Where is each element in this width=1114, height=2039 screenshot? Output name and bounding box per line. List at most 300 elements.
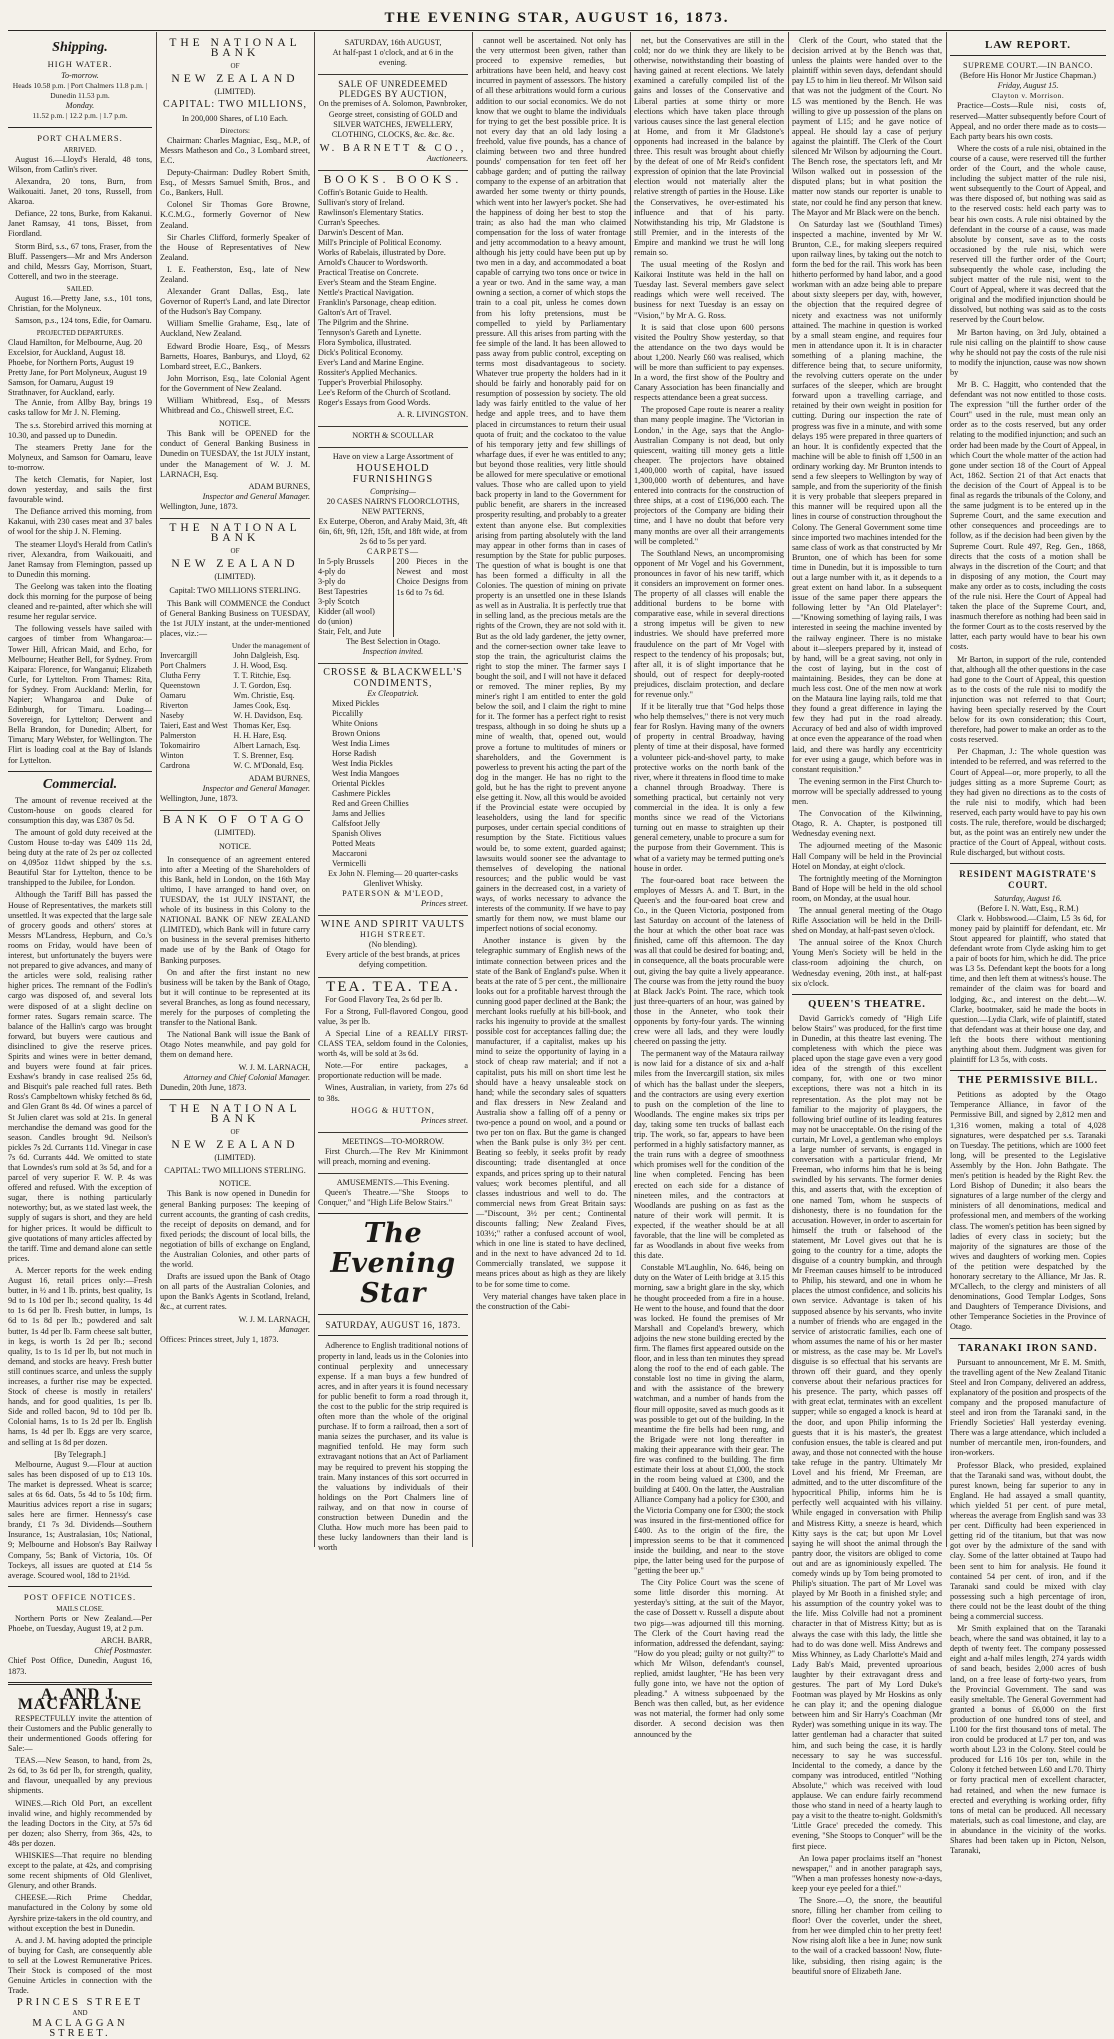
advert-title: A. AND J. MACFARLANE xyxy=(17,1685,143,1713)
branch-row xyxy=(160,711,310,721)
notice-paragraph: This Bank is now opened in Dunedin for general Banking purposes: The keeping of current accounts, the granting of cash credits, the receipt of deposits on demand, and for fixed periods; the discount of local bills, the negotiation of bills of exchange on England, the Australian Colonies, and other parts of the world. xyxy=(160,1189,310,1270)
court-heading: RESIDENT MAGISTRATE'S COURT. xyxy=(959,869,1097,890)
commercial-news xyxy=(8,796,152,1448)
book-title: Works of Rabelais, illustrated by Dore. xyxy=(318,248,446,258)
advertiser-address: Princes street. xyxy=(421,1115,468,1125)
branch-manager: W. C. M'Donald, Esq. xyxy=(233,761,304,771)
commercial-paragraph: The amount of revenue received at the Custom-house on goods cleared for consumption this day, was £387 0s 5d. xyxy=(8,795,152,825)
books-list xyxy=(318,188,468,408)
subheading: ARRIVED. xyxy=(63,145,97,154)
subheading: MAILS CLOSE. xyxy=(56,1604,104,1613)
carpet-list xyxy=(318,557,390,637)
law-heading: LAW REPORT. xyxy=(985,39,1071,51)
column-shipping xyxy=(8,36,152,2039)
advert-title: WINE AND SPIRIT VAULTS xyxy=(320,919,466,931)
advertiser-name: PATERSON & M'LEOD, xyxy=(342,888,444,898)
shipping-news-item: The Defiance arrived this morning, from Kakanui, with 230 cases meat and 37 bales of wool for the ship J. N. Fleming. xyxy=(8,507,152,537)
tea-item: A Special Line of a REALLY FIRST-CLASS TEA, seldom found in the Colonies, worth 4s, will be sold at 3s 6d. xyxy=(318,1028,468,1059)
branch-place: Queenstown xyxy=(160,681,200,691)
advert-subheading: CARPETS— xyxy=(366,547,420,557)
branch-row xyxy=(160,731,310,741)
condiment-item: Horse Radish xyxy=(332,748,377,758)
news-paragraph: The usual meeting of the Roslyn and Kaikorai Institute was held in the hall on Tuesday last. Several members gave select readings which were well received. The business for next Tuesday is an essay on "Vision," by Mr A. G. Ross. xyxy=(634,260,784,320)
court-judge: (Before I. N. Watt, Esq., R.M.) xyxy=(977,903,1079,913)
notice-paragraph: The National Bank will issue the Bank of Otago Notes meanwhile, and pay gold for them on demand here. xyxy=(160,1030,310,1060)
bank-shares: In 200,000 Shares, of L10 Each. xyxy=(182,113,288,123)
book-title: Ever's Land and Marine Engine. xyxy=(318,358,424,368)
branch-place: Riverton xyxy=(160,701,188,711)
column-rule xyxy=(630,32,631,1547)
bank-capital: Capital: TWO MILLIONS STERLING. xyxy=(169,585,301,595)
condiment-item: West India Limes xyxy=(332,738,390,748)
branch-row xyxy=(160,651,310,661)
condiment-item: Vermicelli xyxy=(332,858,367,868)
branch-place: Taieri, East and West xyxy=(160,721,228,731)
tide-times: 11.52 p.m. | 12.2 p.m. | 1.7 p.m. xyxy=(32,111,128,121)
advert-title: CROSSE & BLACKWELL'S CONDIMENTS, xyxy=(323,667,463,689)
branch-place: Port Chalmers xyxy=(160,661,206,671)
directors-list xyxy=(160,136,310,416)
advert-item: Inspection invited. xyxy=(362,647,424,657)
signature-name: W. J. M. LARNACH, xyxy=(238,1314,310,1324)
departure-entry: Pretty Jane, for Port Molyneux, August 19 xyxy=(8,368,147,378)
iron-sand-paragraph: Professor Black, who presided, explained that the Taranaki sand was, without doubt, the purest known, being far superior to any in England. He had assayed a small quantity, which yielded 51 per cent. of pure metal, whereas the average from English sand was 33 per cent. Difficulty had been experienced in getting rid of the titanium, but that was now got over by the admixture of the sand with clay. Some of the latter obtained at Taupo had been sent to him for analysis. He found it contained 54 per cent. of iron, and if the Taranaki sand could be mixed with clay possessing such a high percentage of iron, there could not be the least doubt of the thing being a commercial success. xyxy=(950,1460,1106,1621)
book-title: Rawlinson's Elementary Statics. xyxy=(318,208,424,218)
signature-title: Inspector and General Manager. xyxy=(202,784,310,794)
advert-title: SALE OF UNREDEEMED PLEDGES BY AUCTION, xyxy=(338,79,448,100)
book-title: Coffin's Botanic Guide to Health. xyxy=(318,188,428,198)
sale-time: At half-past 1 o'clock, and at 6 in the evening. xyxy=(332,48,454,68)
editorial-paragraph: Another instance is given by the telegraphic summary of English news of the intimate connection between prices and the state of the Bank of England's pulse. When it beats at the rate of 5 per cent., the millionaire looks out for a profitable harvest through the cunning good paper declined at the Bank; the merchant looks ruefully at his bill-book, and racks his ingenuity to provide at the smallest possible cost for acceptances falling due; the manufacturer, if a capitalist, makes up his mind to seize the opportunity of laying in a stock of cheap raw material; and if not a capitalist, puts his mill on short time lest he should have a heavy unsaleable stock on hand; while the secondary sales of squatters and flax dressers in New Zealand and Australia show a falling off of a penny or two-pence a pound on wool, and a pound or two per ton on flax. But the game is changed when the Bank pulse is only 3½ per cent. Beating so feebly, it seeks profit by ready discounting; trade disentangled at once expands, and prices spring up to their natural values; work becomes plentiful, and all classes industrious and well to do. The commercial news from Great Britain says:—"Discount, 3½ per cent.; Continental discounts falling; New Zealand Fives, 103½;" rather a confused account of wool, which in one line is stated to have declined, and in the next to have advanced 2d to 1d. Commercially translated, we suppose it means prices about as high as they are likely to be for some time to come. xyxy=(476,936,626,1289)
divider xyxy=(318,1173,468,1174)
book-title: Nettle's Practical Navigation. xyxy=(318,288,414,298)
law-paragraph: Practice—Costs—Rule nisi, costs of, reserved—Matter subsequently before Court of Appeal, and no order there made as to costs—Each party bears his own costs. xyxy=(950,101,1106,141)
divider xyxy=(950,55,1106,56)
notice-body xyxy=(160,1189,310,1312)
telegraph-heading: [By Telegraph.] xyxy=(54,1449,106,1459)
divider xyxy=(318,1314,468,1315)
permissive-report xyxy=(950,1090,1106,1332)
post-office-heading: POST OFFICE NOTICES. xyxy=(23,1591,137,1602)
condiment-item: Jams and Jellies xyxy=(332,808,385,818)
divider xyxy=(792,994,942,995)
column-rule xyxy=(472,32,473,1547)
advert-title: THE NATIONAL BANK xyxy=(169,522,301,545)
branch-row xyxy=(160,761,310,771)
arrival-entry: Alexandra, 20 tons, Burn, from Waikouaiti. Janet, 20 tons, Russell, from Akaroa. xyxy=(8,176,152,207)
column-rule xyxy=(156,32,157,1547)
advert-title-part: OF xyxy=(230,547,240,556)
column-adverts xyxy=(318,36,468,1553)
shipping-news-item: The following vessels have sailed with cargoes of timber from Whangaroa:—Tower Hill, African Maid, and Echo, for Melbourne; Heather Bell, for Sydney. From Kaipara: Florence, for Wanganui; Elizabeth Curle, for Lyttelton. From Thames: Rita, for Sydney. From Auckland: Merlin, for Napier; Whangaroa and Duke of Edinburgh, for Timaru. Loading—Sovereign, for Lyttelton; Derwent and Bella Brandon, for Dunedin; Albert, for Timaru; Mary Webster, for Wellington. The Flirt is loading coal at the Bay of Islands for Lyttelton. xyxy=(8,624,152,765)
commercial-paragraph: A. Mercer reports for the week ending August 16, retail prices only:—Fresh butter, in ½ and 1 lb. prints, best quality, 1s 9d to 1s 10d per lb.; second quality, 1s 4d to 1s 6d per lb. Fresh butter, in lumps, 1s 6d to 1s 8d per lb.; powdered and salt butter, 1s 4d per lb. Farm cheese salt butter, in kegs, is worth 1s 2d per lb.; second quality, 1s to 1s 1d per lb, but not much in demand, and stocks are heavy. Fresh butter still continues scarce, and unless the supply increases, a further rise may be expected. Stock of cheese is mostly in retailers' hands, and for good qualities, 1s per lb. Side and rolled bacon, 9d to 10d per lb. Colonial hams, 1s to 1s 2d per lb. English hams, 1s 4d per lb. Eggs are very scarce, and selling at 1s 8d per dozen. xyxy=(8,1265,152,1447)
newspaper-nameplate: The Evening Star xyxy=(330,1218,456,1310)
shipping-news-item: The Annie, from Allby Bay, brings 19 casks tallow for Mr J. N. Fleming. xyxy=(8,398,152,418)
law-report xyxy=(950,101,1106,858)
tide-times: Heads 10.58 p.m. | Port Chalmers 11.8 p.m. | Dunedin 11.53 p.m. xyxy=(12,81,148,101)
divider xyxy=(8,1682,152,1685)
divider xyxy=(160,1099,310,1100)
branch-row xyxy=(160,701,310,711)
branch-place: Oamaru xyxy=(160,691,186,701)
branch-manager: W. H. Davidson, Esq. xyxy=(233,711,303,721)
director-entry: I. E. Featherston, Esq., late of New Zealand. xyxy=(160,264,310,284)
advert-item: (No blending). xyxy=(368,940,418,950)
advert-intro: Comprising— xyxy=(370,486,416,496)
law-paragraph: Mr Barton, in support of the rule, contended that, although all the other questions in the case had gone to the Court of Appeal, this question as to the costs of the rule nisi to modify the injunction was not referred to that Court; having been specially reserved by the Court below for its own consideration; this Court, therefore, had power to make an order as to the costs reserved. xyxy=(950,654,1106,745)
auctioneer-name: W. BARNETT & CO., xyxy=(319,142,467,154)
book-title: Practical Treatise on Concrete. xyxy=(318,268,419,278)
carpet-item: 3-ply do xyxy=(318,577,346,587)
news-paragraph: The proposed Cape route is nearer a reality than many people imagine. The 'Victorian in London,' in the Age, says that the Anglo-Australian Company is not dead, but only quiescent, waiting till money gets a little cheaper. The projectors have obtained 1,400,000 worth of capital, have issued 1,300,000 worth of debentures, and have entered into contracts for the construction of three ships, at a cost of £196,000 each. The projectors of the Company are biding their time, and I have no doubt that before very many months are over all their arrangements will be completed." xyxy=(634,405,784,546)
condiment-item: Oriental Pickles xyxy=(332,778,385,788)
column-rule xyxy=(946,32,947,1547)
advert-subtitle: (LIMITED). xyxy=(214,828,256,838)
divider xyxy=(950,863,1106,864)
news-paragraph: The City Police Court was the scene of some little disorder this morning. At yesterday's sitting, at the suit of the Mayor, the case of Dossett v. Russell a dispute about two pigs—was adjourned till this morning. The Clerk of the Court having read the information, addressed the defendant, saying: "How do you plead; guilty or not guilty?" to which Mr Wilson, defendant's counsel, replied, amidst laughter, "He has been very fully gone into, we have not the option of pleading." A witness subpoenaed by the Bench was then called, but, as her evidence was not material, the former had only some disorder. A second decision was then announced by the xyxy=(634,1578,784,1739)
shipping-news-item: The steamer Lloyd's Herald from Catlin's river, Alexandra, from Waikouaiti, and Janet Ramsay from Flemington, passed up to Dunedin this morning. xyxy=(8,539,152,579)
arrival-entry: August 16.—Lloyd's Herald, 48 tons, Wilson, from Catlin's river. xyxy=(8,154,152,174)
amusements-heading: AMUSEMENTS.—This Evening. xyxy=(336,1178,450,1188)
court-judge: (Before His Honor Mr Justice Chapman.) xyxy=(960,71,1096,81)
news-paragraph: The adjourned meeting of the Masonic Hall Company will be held in the Provincial Hotel on Monday, at eight o'clock. xyxy=(792,841,942,871)
branch-manager: T. S. Brenner, Esq. xyxy=(233,751,294,761)
divider xyxy=(8,127,152,128)
branch-place: Naseby xyxy=(160,711,184,721)
editorial-paragraph: cannot well be ascertained. Not only has the very uttermost been given, rather than proceed to expensive remedies, but arbitrations have been held, and heavy cost incurred in payment of assessors. The history of all these arbitrations would form a curious addition to our social economics. We do not know that we ought to blame the individuals for trying to get the best possible price. It is not every day that an old lady losing a freehold, value five pounds, has a chance of claiming between two and three hundred pounds' compensation for ten feet off her cabbage garden; and of putting the railway company to the expense of an arbitration that awarded her some twenty or thirty pounds, which went into her lawyer's pocket. She had the happiness of doing her best to stop the train; as also had the man who claimed compensation for the loss of water frontage and jetty accommodation to a heavy amount, although his jetty could have been put up by two men in a day, and accommodated a boat capable of carrying two tons once or twice in a year or two. And in the same way, a man owning a section, a corner of which stops the train to a coal pit, unless he comes down from his lofty pretensions, must be compelled to yield by Parliamentary pressure. All this arises from parting with the fee simple of the land. It has been allowed to pass away from public control, excepting on terms most disadvantageous to society. Whatever true property the holders had in it should be fairly and honorably paid for on resumption of possession by society. The old lady was fairly entitled to the value of her hedge and apple trees, and to have them placed in circumstances to return their usual quota of fruit; and the cockatoo to the value of his temporary jetty and few shillings of wharfage dues, if ever he was entitled to any; but beyond those realities, very little should be allowed for mere speculative or emotional values. Those who are called upon to yield back property in land to the Government for public benefit, are sharers in the increased prosperity resulting, and probably to a greater extent than anyone else. But complexities arising from parting absolutely with the land may appear in other forms than in cases of resumption by the State for public purposes. The question of what is bought is one that has been formed a difficulty in all the Colonies. The question of mining on private property is an unsettled one in these Islands as well as in Australia. It is perfectly true that in selling land, as the precious metals are the rights of the Crown, they are not sold with it. But as the old lady gardener, the jetty owner, and the corner-section owner take leave to stop the train, the agriculturist claims the right to stop the miner. The farmer says I bought the soil, and I will not have it defaced or removed. The miner replies, By my miner's right I am entitled to enter the gold below the soil, and I claim the right to mine for it. The former has a perfect right to resist trespass, although in so doing he shuts up a mine of wealth, that, opened out, would prove a fortune to multitudes of miners or shareholders, and the Government is powerless to prevent his acting the part of the dog in the manger. He has no right to the gold, but he has the right to prevent anyone else getting it. Now, all this would be avoided if the Provincial estate were occupied by leaseholders, using the land for specific purposes, under certain special conditions of resumption by the State. Fictitious values would be, to some extent, guarded against; lawsuits would sooner see the advantage to themselves of developing the national resources; and the public would be vast gainers in the decreased cost, in a variety of ways, of works necessary to advance the interests of the community. If we have to pay smartly for them now, we must blame our imperfect notions of social economy. xyxy=(476,36,627,934)
divider xyxy=(318,663,468,664)
divider xyxy=(318,915,468,916)
news-paragraph: Clerk of the Court, who stated that the decision arrived at by the Bench was that, unless the plaints were handed over to the plaintiff within seven days, defendant should pay L5 to him in lieu thereof. Mr Wilson said that was not the judgment of the Court. No L5 was mentioned by the Bench. He was willing to give up possession of the plans on payment of L15; and he gave notice of appeal. He should lay a case of perjury against the plaintiff. The Clerk of the Court silenced Mr Wilson by adjourning the Court. The Bench rose, the spectators left, and Mr Wilson walked out in possession of the disputed plans; but in what position the matter now stands our reporter is unable to state, nor could he find any person that knew. The Mayor and Mr Black were on the bench. xyxy=(792,36,942,217)
law-paragraph: Mr B. C. Haggitt, who contended that the defendant was not now entitled to those costs. The expression "till the further order of the Court" used in the rule, must mean only an order as to the costs reserved, but any order relating to the modified injunction; and such an order had been made by the Court of Appeal, in which Court the whole matter of the action had gone under section 18 of the Court of Appeal Act, 1862. Section 21 of that Act enacts that the decision of the Court of Appeal is to be final as regards the tribunals of the Colony, and the same judgment is to be entered up in the Supreme Court, and the same execution and other consequences and proceedings are to follow, as if the decision had been given by the Supreme Court. Rule 497, Reg. Gen., 1868, directs that the costs of a motion shall be always in the discretion of the Court; and that in disposing of any motion, the Court may make any order as to costs, including the costs of the rule nisi. Here the Court of Appeal had taken the place of the Supreme Court, and, inasmuch therefore as nothing had been said in the former Court as to the costs reserved by the latter, each party would have to bear his own costs. xyxy=(950,380,1106,652)
column-news-theatre xyxy=(792,36,942,1976)
branch-row xyxy=(160,741,310,751)
advert-item: Ex John N. Fleming— 20 quarter-casks Glenlivet Whisky. xyxy=(328,868,458,888)
news-paragraph: net, but the Conservatives are still in the cold; nor do we think they are likely to be otherwise, notwithstanding their boasting of having gained at recent elections. We lately examined a carefully compiled list of the gains and losses of the Conservative and Liberal parties at some thirty or more elections which have taken place through various causes since the last general election at Home, and from it Mr Gladstone's opponents had increased in the balance by three. This result was brought about chiefly by the defeat of one of Mr Reid's confident expression of opinion that the late Provincial election would not materially alter the relative strength of parties in the House. Like the Conservatives, he over-estimated his influence and that of his party. Notwithstanding his trip, Mr Gladstone is still Premier, and in the interests of the Empire and mankind we trust he will long remain so. xyxy=(634,36,784,257)
notice-paragraph: In consequence of an agreement entered into after a Meeting of the Shareholders of this Bank, held in London, on the 16th May ultimo, I have arranged to hand over, on TUESDAY, the 1st JULY INSTANT, the whole of its business in this Colony to the NATIONAL BANK OF NEW ZEALAND (LIMITED), which Bank will in future carry on business in the several premises hitherto made use of by the Bank of Otago for Banking purposes. xyxy=(160,854,310,965)
column-banks xyxy=(160,36,310,1548)
condiment-item: Spanish Olives xyxy=(332,828,382,838)
book-title: Dick's Political Economy. xyxy=(318,348,403,358)
carpet-item: In 5-ply Brussels xyxy=(318,557,374,567)
law-paragraph: Where the costs of a rule nisi, obtained in the course of a cause, were reserved till the further order of the Court, and the whole cause, including the subject matter of the rule nisi, went subsequently to the Court of Appeal, and was there disposed of, but nothing was said as to the reserved costs: held each party was to bear his own costs. A rule nisi obtained by the defendant in the course of a cause, was made absolute by consent, save as to the costs occasioned by the rule nisi, which were reserved till the further order of the Court; subsequently the whole case, including the subject matter of the rule nisi, went to the Court of Appeal, where it was decreed that the original and the modified injunction should be dissolved, but nothing was said as to the costs reserved by the Court below. xyxy=(950,143,1106,325)
shipping-news-item: The s.s. Storebird arrived this morning at 10.30, and passed up to Dunedin. xyxy=(8,420,152,440)
advert-paragraph: CHEESE.—Rich Prime Cheddar, manufactured in the Colony by some old Ayrshire prize-takers in the old country, and without exception the best in Dunedin. xyxy=(8,1893,152,1933)
signature-place: Wellington, June, 1873. xyxy=(160,501,238,511)
departure-entry: Claud Hamilton, for Melbourne, Aug. 20 xyxy=(8,338,143,348)
departure-entry: Samson, for Oamaru, August 19 xyxy=(8,378,114,388)
branch-manager: Wm. Christie, Esq. xyxy=(233,691,295,701)
news-paragraph: The annual soiree of the Knox Church Young Men's Society will be held in the class-room adjoining the church, on Wednesday evening, 20th inst., at half-past six o'clock. xyxy=(792,938,942,988)
signature-name: W. J. M. LARNACH, xyxy=(238,1062,310,1072)
court-date: Friday, August 15. xyxy=(997,81,1059,91)
branch-row xyxy=(160,691,310,701)
column-rule xyxy=(788,32,789,1547)
carpet-block xyxy=(318,557,468,637)
notice-paragraph: Drafts are issued upon the Bank of Otago on all parts of the Australian Colonies, and upon the Bank's Agents in Scotland, Ireland, &c., at current rates. xyxy=(160,1272,310,1312)
book-title: Roger's Essays from Good Words. xyxy=(318,398,431,408)
branch-manager: James Cook, Esq. xyxy=(233,701,291,711)
condiment-item: Red and Green Chillies xyxy=(332,798,409,808)
condiment-item: White Onions xyxy=(332,718,378,728)
advert-item: Ex Euterpe, Oberon, and Araby Maid, 3ft, 4ft 6in, 6ft, 9ft, 12ft, 15ft, and 18ft wide, at from 2s 6d to 5s per yard. xyxy=(318,516,468,547)
advert-body: On the premises of A. Solomon, Pawnbroker, George street, consisting of GOLD and SILVER WATCHES, JEWELLERY, CLOTHING, CLOCKS, &c. &c. &c. xyxy=(318,99,468,139)
news-paragraph: On Saturday last we (Southland Times) inspected a machine, invented by Mr W. Brunton, C.E., for making sleepers required upon railway lines, by taking out the notch to form the bed for the rail. This work has been hitherto performed by hand labor, and a good workman with an adze being able to prepare about sixty sleepers per day, with, however, the objection that the required degree of nicety and exactness was not uniformly attained. The machine in question is worked by a small steam engine, and requires four men in attendance upon it. It is in character something of a planing machine, the difference being that, to secure uniformity, the revolving cutters operate on the under surfaces of the sleeper, which are brought forward upon a travelling carriage, and retained by their own weight in position for cutting. During our inspection the rate of progress was five in a minute, and with some delays 195 were prepared in three quarters of an hour. It is confidently expected that the machine will be able to finish off 1,500 in an ordinary working day. Mr Brunton intends to send a few sleepers to Wellington by way of sample, and from the superiority of the finish it is very probable that sleepers prepared in this manner will be required upon all the lines in course of construction throughout the Colony. The General Government some time since imported two machines intended for the same class of work as that constructed by Mr Brunton, one of which has been for some time in Dunedin, but it is impossible to turn out a large number with it, as it depends to a great extent on hand labor. In a subsequent issue of the same paper there appears the following letter by "An Old Platelayer":—"Knowing something of laying rails, I was interested in seeing the machine invented by the railway engineer. There is no mistake about it—sleepers prepared by it, instead of by hand, will be a great saving, not only in the cost of laying, but in the cost of maintaining. Besides, they can be done at much less cost. One of the men now at work on the Mataura line laying rails, told me that they found a great difference in laying the few they had put in the road already. Accuracy of bed and also of width improved at once even the appearance of the road when laid, and there was hardly any eccentricity for ever using a gauge, which before was in constant requisition." xyxy=(792,219,942,774)
court-date: Saturday, August 16. xyxy=(994,893,1062,903)
tide-day: To-morrow. xyxy=(61,71,99,81)
advert-title: HOUSEHOLD FURNISHINGS xyxy=(352,463,434,485)
advert-paragraph: RESPECTFULLY invite the attention of their Customers and the Public generally to their undermentioned Goods offering for Sale:— xyxy=(8,1713,152,1754)
branch-row xyxy=(160,751,310,761)
signature-name: ADAM BURNES, xyxy=(248,774,310,784)
signature-title: Manager. xyxy=(278,1324,310,1334)
news-paragraph: The fortnightly meeting of the Mornington Band of Hope will be held in the old school room, on Monday, at the usual hour. xyxy=(792,873,942,903)
advert-item: 20 CASES NAIRN'S FLOORCLOTHS, NEW PATTERNS, xyxy=(326,496,460,516)
advert-address: AND xyxy=(72,2009,88,2018)
departures-list xyxy=(8,338,152,398)
condiment-item: Maccaroni xyxy=(332,848,368,858)
notice-paragraph: On and after the first instant no new business will be taken by the Bank of Otago, but it will continue to be represented at its several Branches, as long as found necessary, merely for the purposes of completing the transfer to the National Bank. xyxy=(160,967,310,1028)
book-title: Tupper's Proverbial Philosophy. xyxy=(318,378,423,388)
book-title: Lee's Reform of the Church of Scotland. xyxy=(318,388,451,398)
news-paragraph: It is said that close upon 600 persons visited the Poultry Show yesterday, so that the attendance on the two days would be about 1,200. Nearly £60 was realised, which will be more than sufficient to pay expenses. In a word, the first show of the Poultry and Canary Association has been financially and respects attendance been a great success. xyxy=(634,322,784,403)
theatre-paragraph: David Garrick's comedy of "High Life below Stairs" was produced, for the first time in Dunedin, at this theatre last evening. The completeness with which the piece was placed upon the stage gave even a very good idea of the strength of this excellent company, for, with one or two minor exceptions, there was not a hitch in its representation. As the plot may not be familiar to the majority of playgoers, the following brief outline of its leading features may not be unacceptable. On the rising of the curtain, Mr Lovel, a gentleman who employs a large number of servants, is engaged in conversation with a particular friend, Mr Freeman, who informs him that he is being swindled by his servants. The former denies this, and asserts that, with the exception of one named Tom, whom he suspects of dishonesty, there is no foundation for the accusation. However, in order to ascertain for himself the truth or falsehood of the statement, Mr Lovel gives out that he is going to the country for a time, adopts the disguise of a country bumpkin, and through Mr Freeman causes himself to be introduced to Philip, his steward, and one in whom he places the utmost confidence, and solicits his own service. Advantage is taken of his supposed absence by his servants, who invite a number of friends who are engaged in the service of aristocratic families, each one of whom assumes the name of his or her master or mistress, as the case may be. Mr Lovel's disguise is so effectual that his servants are thrown off their guard, and they openly converse about their nefarious practices for his presence. The party, which passes off with great eclat, terminates with an excellent supper; while so engaged a knock is heard at the door, and upon Philip informing the guests that it is his master's, the greatest confusion ensues, the table is cleared and put away, and those not connected with the house take refuge in the pantry. Ultimately Mr Lovel and his friend, Mr Freeman, are admitted, and to the utter discomfiture of the hypocritical Philip, informs him he is perfectly well acquainted with his villainy. While engaged in conversation with Philip and Mistress Kitty, a sneeze is heard, which Kitty says is the cat; but upon Mr Lovel saying he will shoot the animal through the pantry door, the visitors are obliged to come out and are as ignominiously expelled. The comedy winds up by Tom being promoted to Philip's situation. The part of Mr Lovel was played by Mr Booth in a finished style; and his assumption of the country yokel was to the life. Miss Colville had not a prominent character in that of Mistress Kitty; but as is always the case with this lady, the little she had to do was done well. Miss Andrews and Miss Whinney, as Lady Charlotte's Maid and Lady Bab's Maid, prevented uproarious laughter by their extravagant dress and gestures. The part of My Lord Duke's Footman was played by Mr Hoskins as only he can play it; and the opening dialogue between him and Sir Harry's Coachman (Mr Ryder) was something unique in its way. The latter gentleman had a character that suited him, and such being the case, it is hardly necessary to say he was successful. Incidental to the comedy, a dance by the company was introduced, entitled "Nothing Absolute," which was received with loud applause. We can endure fairly recommend those who stand in need of a hearty laugh to pay a visit to the theatre to-night. Goldsmith's 'Little Grace' preceded the comedy. This evening, "She Stoops to Conquer" will be the first piece. xyxy=(792,1013,942,1851)
divider xyxy=(160,518,310,519)
commercial-paragraph: Although the Tariff Bill has passed the House of Representatives, the markets still unsettled. It was expected that the large sale of grocery goods and others' stores at Messrs M'Landress, Hepburn, and Co.'s rooms on Friday, would have been of interest, but unfortunately the buyers were not prepared to give advances, and many of the articles were sold, realising rather higher prices. The remnant of the Fodlin's cargo was disposed of, and several lots were disposed of at a slight decline on former rates. Sugars remain scarce. The balance of the Hallin's cargo was brought forward, but buyers were cautious and disinclined to give the reserve prices. Spirits and wines were in better demand, and buyers were found at fair prices. Exshaw's brandy in case realised 25s 6d, and Bisquit's pale reached full rates. Beth Ross's Campbeltown whisky fetched 8s 6d, and Glen Grant 8s 4d. Of wines a parcel of St Julien claret was sold at 21s. In general merchandise the demand was good for the season. Candles brought 9d. Neilson's pickles 7s 2d. Currants 11d. Vinegar in case 7s 6d. Currants 44d. We omitted to state that Lowndes's rum sold at 3s 5d, and for a parcel of very superior F. W. P. 4s was offered and refused. With the exception of sugar, there is nothing particularly noteworthy; but, as we stated last week, the supply of sugars is short, and they are held for higher prices. It would be difficult to give quotations of many articles affected by the tariff. Time and demand alone can settle prices. xyxy=(8,890,152,1263)
divider xyxy=(8,771,152,772)
director-entry: Colonel Sir Thomas Gore Browne, K.C.M.G., formerly Governor of New Zealand. xyxy=(160,200,310,230)
director-entry: Alexander Grant Dallas, Esq., late Governor of Rupert's Land, and late Director of the Hudson's Bay Company. xyxy=(160,287,310,317)
branch-manager: John Dalgleish, Esq. xyxy=(233,651,300,661)
shipping-news xyxy=(8,398,152,765)
carpet-item: do (union) xyxy=(318,617,353,627)
signature-place: Offices: Princes street, July 1, 1873. xyxy=(160,1334,279,1344)
editorial-paragraph: Very material changes have taken place in the construction of the Cabi- xyxy=(476,1291,626,1311)
advert-paragraph: A. and J. M. having adopted the principle of buying for Cash, are consequently able to sell at the Lowest Remunerative Prices. Their Stock is composed of the most Genuine Articles in connection with the Trade. xyxy=(8,1935,152,1996)
case-title: Clayton v. Morrison. xyxy=(991,91,1065,101)
editorial-text: Adherence to English traditional notions of property in land, leads us in the Colonies into continual perplexity and unnecessary expense. If a man buys a few hundred of acres, and in after years it is found necessary for public benefit to form a road through it, the cost to the public for the strip required is often more than the whole of the original purchase. If to form a railroad, then a sort of mania seizes the purchaser, and its value is magnified tenfold. He may form such extravagant notions that an Act of Parliament may be required to prevent his stopping the train. Many instances of this sort occurred in the valuations by individuals of their holdings on the Port Chalmers line of railway, and on that now in course of construction between Dunedin and the Clutha. How much more has been paid to these lucky landowners than their land is worth xyxy=(318,1341,468,1553)
advert-subtitle: (LIMITED). xyxy=(214,1153,256,1163)
carpet-item: 3-ply Scotch xyxy=(318,597,360,607)
divider xyxy=(950,1070,1106,1071)
signature-place: Chief Post Office, Dunedin, August 16, 1873. xyxy=(8,1656,152,1676)
advertiser-address: Princes street. xyxy=(421,899,468,908)
advert-body xyxy=(8,1714,152,1997)
signature-place: Wellington, June, 1873. xyxy=(160,794,238,804)
notice-text: This Bank will COMMENCE the Conduct of General Banking Business on TUESDAY, the 1st JULY instant, at the under-mentioned places, viz.:— xyxy=(160,598,310,638)
carpet-item: Stair, Felt, and Jute xyxy=(318,627,382,637)
meetings-heading: MEETINGS—TO-MORROW. xyxy=(341,1136,445,1146)
condiment-item: Mixed Pickles xyxy=(332,698,380,708)
advert-intro: Ex Cleopatrick. xyxy=(367,688,419,698)
auctioneer-title: Auctioneers. xyxy=(426,153,468,163)
tide-day: Monday. xyxy=(65,101,95,111)
branch-place: Clutha Ferry xyxy=(160,671,201,681)
branch-manager: Thomas Ker, Esq. xyxy=(233,721,291,731)
advert-title: NEW ZEALAND xyxy=(171,1139,299,1152)
mails-text: Northern Ports or New Zealand.—Per Phoebe, on Tuesday, August 19, at 2 p.m. xyxy=(8,1614,152,1634)
local-news xyxy=(792,36,942,989)
advert-title: BANK OF OTAGO xyxy=(162,814,308,827)
director-entry: Deputy-Chairman: Dudley Robert Smith, Esq., of Messrs Samuel Smith, Bros., and Co., Bankers, Hull. xyxy=(160,168,310,198)
advert-subtitle: (LIMITED). xyxy=(214,572,256,582)
carpet-note: 200 Pieces in the Newest and most Choice Designs from 1s 6d to 7s 6d. xyxy=(393,557,469,637)
arrivals-list xyxy=(8,155,152,282)
condiment-item: West India Mangoes xyxy=(332,768,400,778)
law-paragraph: Per Chapman, J.: The whole question was intended to be referred, and was referred to the Court of Appeal—or, more properly, to all the judges sitting as a more Supreme Court; as they had given no directions as to the costs of the rule nisi to modify, which had been reserved, each party would have to pay his own costs. The rule, therefore, would be discharged; but, as the point was an entirely new under the practice of the Court of Appeal, without costs. Rule discharged, but without costs. xyxy=(950,747,1106,858)
advert-title-part: OF xyxy=(230,62,240,71)
condiment-item: West India Pickles xyxy=(332,758,393,768)
branch-row xyxy=(160,661,310,671)
branch-place: Tokomairiro xyxy=(160,741,200,751)
amusements-text: Queen's Theatre.—"She Stoops to Conquer," and "High Life Below Stairs." xyxy=(318,1188,468,1208)
branch-place: Cardrona xyxy=(160,761,190,771)
director-entry: Sir Charles Clifford, formerly Speaker of the House of Representatives of New Zealand. xyxy=(160,232,310,262)
branch-manager: Albert Larnach, Esq. xyxy=(233,741,301,751)
advert-paragraph: WHISKIES—That require no blending except to the palate, at 42s, and comprising some recent shipments of Old Glenlivet, Glenury, and other Brands. xyxy=(8,1851,152,1891)
news-paragraph: If it be literally true that "God helps those who help themselves," there is not very much fear for Roslyn. Having many of the owners of property in central Broadway, having plenty of time at their disposal, have formed a volunteer pick-and-shovel party, to make protective works on the north bank of the river, where it threatens in flood time to make a channel through Broadway. There is something practical, but certainly not very commercial in the idea. It is only a few months since we read of the Victorians turning out en masse to straighten up their general cemetery, unable to procure a sum for the purpose from their Government. This is what of a variety may be termed putting one's house in order. xyxy=(634,702,784,873)
commercial-paragraph: The amount of gold duty received at the Custom House to-day was £409 11s 2d, being duty at the rate of 2s per oz collected on 4,095oz 11dwt shipped by the s.s. Beautiful Star for Lyttelton, thence to be transhipped to the Jubilee, for London. xyxy=(8,827,152,888)
news-paragraph: The annual general meeting of the Otago Rifle Association will be held in the Drill-shed on Monday, at half-past seven o'clock. xyxy=(792,905,942,936)
book-title: The Pilgrim and the Shrine. xyxy=(318,318,409,328)
meetings-text: First Church.—The Rev Mr Kinimmont will preach, morning and evening. xyxy=(318,1146,468,1166)
bank-capital: CAPITAL: TWO MILLIONS STERLING. xyxy=(164,1166,306,1176)
branch-manager: H. H. Hare, Esq. xyxy=(233,731,287,741)
carpet-item: 4-ply do xyxy=(318,567,346,577)
condiment-item: Cashmere Pickles xyxy=(332,788,391,798)
tea-item: Note.—For entire packages, a proportionate reduction will be made. xyxy=(318,1061,468,1081)
advert-title: BOOKS. BOOKS. xyxy=(323,174,463,187)
news-paragraph: The permanent way of the Mataura railway is now laid for a distance of six and a-half miles from the Invercargill station, six miles of which has the ballast under the sleepers, and the contractors are using every exertion to push on the completion of the line to Woodlands. The engine makes six trips per day, taking some ten trucks of ballast each trip. The work, so far, appears to have been performed in a highly satisfactory manner, as the train runs with a degree of smoothness which promises well for the condition of the line when completed. Fencing has been erected on each side for a distance of nineteen miles, and the contractors at Woodlands are pushing on as fast as the nature of their work will permit. It is expected, if the weather should be at all favorable, that the line will be completed as far as Woodlands in about five weeks from this date. xyxy=(634,1049,784,1261)
advert-paragraph: WINES.—Rich Old Port, an excellent invalid wine, and highly recommended by the leading Doctors in the City, at 57s 6d per dozen; also Sherry, from 36s, 42s, to 48s per dozen. xyxy=(8,1798,152,1848)
shipping-news-item: The steamers Pretty Jane for the Molyneux, and Samson for Oamaru, leave to-morrow. xyxy=(8,442,152,472)
departure-entry: Phoebe, for Northern Ports, August 19 xyxy=(8,358,134,368)
book-title: Curran's Speeches. xyxy=(318,218,380,228)
iron-sand-paragraph: Mr Smith explained that on the Taranaki beach, where the sand was obtained, it lay to a depth of twenty feet. The company possessed eight and a-half miles length, 274 yards width of sand beach, besides 2,000 acres of bush land, on a free lease of forty-two years, from the Provincial Government. The sand was easily smeltable. The General Government had granted a bonus of £6,000 on the first production of one hundred tons of steel, and L100 for the first thousand tons of metal. The iron could be produced at L7 per ton, and was worth about L23 in the Colony. Steel could be produced for L16 10s per ton, while in the Colony it fetched between L60 and L70. Thirty or forty practical men of excellent character, had retained, and when the new furnace is erected and everything is working order, fifty tons of metal can be produced. All necessary materials, such as coal limestone, and clay, are in abundance in the vicinity of the works. Shares had been taken up in Picton, Nelson, Taranaki, xyxy=(950,1624,1106,1856)
advertiser-name: HOGG & HUTTON, xyxy=(351,1105,435,1115)
signature-title: Inspector and General Manager. xyxy=(202,491,310,501)
book-title: Galton's Art of Travel. xyxy=(318,308,392,318)
sailing-entry: Samson, p.s., 124 tons, Edie, for Oamaru. xyxy=(15,316,152,326)
notice-heading: NOTICE. xyxy=(218,419,252,429)
arrival-entry: Storm Bird, s.s., 67 tons, Fraser, from the Bluff. Passengers—Mr and Mrs Anderson and child, Messrs Gay, Morrison, Stuart, Cotterell, and two in the steerage. xyxy=(8,241,152,281)
director-entry: Edward Brodie Hoare, Esq., of Messrs Barnetts, Hoares, Banburys, and Lloyd, 62 Lombard street, E.C., Bankers. xyxy=(160,341,310,371)
book-title: Darwin's Descent of Man. xyxy=(318,228,404,238)
divider xyxy=(318,74,468,75)
branch-manager: J. T. Gordon, Esq. xyxy=(233,681,292,691)
branch-row xyxy=(160,681,310,691)
director-entry: William Whitbread, Esq., of Messrs Whitbread and Co., Chiswell street, E.C. xyxy=(160,396,310,416)
signature-name: ARCH. BARR, xyxy=(100,1636,152,1646)
arrival-entry: Defiance, 22 tons, Burke, from Kakanui. Janet Ramsay, 41 tons, Bisset, from Fiordland. xyxy=(8,209,152,239)
news-paragraph: The Convocation of the Kilwinning, Otago, R. A. Chapter, is postponed till Wednesday evening next. xyxy=(792,809,942,839)
advert-intro: Have on view a Large Assortment of xyxy=(332,452,454,462)
director-entry: John Morrison, Esq., late Colonial Agent for the Government of New Zealand. xyxy=(160,373,310,393)
branch-manager: J. H. Wood, Esq. xyxy=(233,661,288,671)
branch-place: Invercargill xyxy=(160,651,198,661)
divider xyxy=(318,447,468,448)
theatre-paragraph: An Iowa paper proclaims itself an "honest newspaper," and in another paragraph says, "When a man professes honesty now-a-days, keep your eye peeled for a thief." xyxy=(792,1853,942,1893)
news-paragraph: Constable M'Laughlin, No. 646, being on duty on the Water of Leith bridge at 3.15 this morning, saw a bright glare in the sky, which he thought proceeded from a fire in a house. He went to the house, and found that the door was locked. He found the premises of Mr Marshall and Copeland's brewery, which adjoins the new stone building erected by the firm. The flames first appeared outside on the floor, and in less than ten minutes they spread along the roof to the end of each gable. The constable lost no time in giving the alarm, and with the assistance of the brewery watchman, and a number of hands from the flour mill opposite, saved as much goods as it was possible to get out of the building. In the meantime the fire bells had been rung, and the Brigade were not long thereafter in making their appearance with their gear. The fire was confined to the building. The firm estimate their loss at about £1,000, the stock in the room being valued at £300, and the building at £400. On the latter, the Australian Alliance Company had a policy for £300, and the Victoria Company one for £300; the stock was insured in the first-mentioned office for £400. As to the origin of the fire, the impression seems to be that it commenced inside the building, and near to the stove pipe, the latter being used for the purpose of "getting the beer up." xyxy=(634,1263,784,1576)
notice-body xyxy=(160,855,310,1061)
signature-title: Attorney and Chief Colonial Manager. xyxy=(183,1072,310,1082)
branches-heading: Under the management of xyxy=(231,640,310,650)
advert-title: NEW ZEALAND xyxy=(171,558,299,571)
divider xyxy=(318,1213,468,1214)
sailing-entry: August 16.—Pretty Jane, s.s., 101 tons, Christian, for the Molyneux. xyxy=(8,293,152,314)
divider xyxy=(318,170,468,171)
advert-address: PRINCES STREET xyxy=(16,1997,144,2009)
theatre-heading: QUEEN'S THEATRE. xyxy=(808,998,926,1010)
news-paragraph: The four-oared boat race between the employes of Messrs A. and T. Burt, in the Queen's and the four-oared boat crew and Co., in the Queen Victoria, postponed from last Saturday on account of the lateness of the hour at which the other boat race was finished, came off this afternoon. The day was all that could be desired for boating; and, in consequence, all the boats procurable were out, giving the bay quite a lively appearance. The course was from the jetty round the buoy at Black Jack's Point. The race, which took just three-quarters of an hour, was gained by those in the Anneter, who took their opponents by forty-four yards. The winning crew were all lads, and they were loudly cheered on passing the jetty. xyxy=(634,875,784,1047)
book-title: Mill's Principle of Political Economy. xyxy=(318,238,442,248)
divider xyxy=(950,1338,1106,1339)
advert-item: The Best Selection in Otago. xyxy=(345,637,441,647)
telegraph-text: Melbourne, August 9.—Flour at auction sales has been disposed of up to £13 10s. The market is depressed. Wheat is scarce; sales at 6s 6d. Oats, 5s 4d to 5s 10d; firm. Mauritius advices report a rise in sugars; sales here are firmer. Hennessy's case brandy, £1 7s 3d. Dividends—Southern Insurance, 1s; Australasian, 10s; National, 9; Melbourne and Hobson's Bay Railway Company, 5s; Bank of Victoria, 10s. Of Tockeys, all issues are quoted at £14 5s average. Scoured wool, 18d to 21½d. xyxy=(8,1459,152,1580)
bank-capital: CAPITAL: TWO MILLIONS, xyxy=(162,99,308,111)
advert-title: THE NATIONAL BANK xyxy=(169,37,301,60)
news-paragraph: The Southland News, an uncompromising opponent of Mr Vogel and his Government, pronounces in favor of his new tariff, which it considers an improvement on former ones. The property of all classes will enable the additional burdens to be borne with comparative ease, while in several directions a strong impetus will be given to new industries. We should have preferred more fraudulence on the part of Mr Vogel with respect to the tendency of his proposals; but, after all, it is of slight importance that he should, out of respect for deeply-rooted prejudices, disclaim protection, and declare for revenue only." xyxy=(634,548,784,699)
notice-heading: NOTICE. xyxy=(218,1179,252,1189)
book-title: Ever's Steam and the Steam Engine. xyxy=(318,278,437,288)
permissive-heading: THE PERMISSIVE BILL. xyxy=(957,1075,1099,1087)
subheading: SAILED. xyxy=(66,284,94,293)
tea-item: For a Strong, Full-flavored Congou, good value, 3s per lb. xyxy=(318,1006,468,1026)
director-entry: Chairman: Charles Magniac, Esq., M.P., of Messrs Matheson and Co., 3 Lombard street, E.C. xyxy=(160,135,310,165)
divider xyxy=(318,426,468,427)
notice-heading: NOTICE. xyxy=(218,841,252,851)
book-title: Franklin's Parsonage, cheap edition. xyxy=(318,298,437,308)
shipping-heading: Shipping. xyxy=(52,40,108,55)
tea-item: For Good Flavory Tea, 2s 6d per lb. xyxy=(325,994,443,1004)
director-entry: William Smellie Grahame, Esq., late of Auckland, New Zealand. xyxy=(160,319,310,339)
law-paragraph: Mr Barton having, on 3rd July, obtained a rule nisi calling on the plaintiff to show cause why he should not pay the costs of the rule nisi to modify the injunction, cause was now shown by xyxy=(950,327,1106,377)
branches-table xyxy=(160,651,310,771)
divider xyxy=(318,1132,468,1133)
condiment-item: Brown Onions xyxy=(332,728,380,738)
signature-name: ADAM BURNES, xyxy=(248,481,310,491)
book-title: Flora Symbolica, illustrated. xyxy=(318,338,412,348)
issue-date: SATURDAY, AUGUST 16, 1873. xyxy=(325,1320,461,1331)
column-editorial xyxy=(476,36,626,1548)
advert-item: Every article of the best brands, at prices defying competition. xyxy=(326,950,460,970)
sale-date: SATURDAY, 16th AUGUST, xyxy=(344,38,442,47)
advert-title: TEA. TEA. TEA. xyxy=(326,978,460,995)
carpet-item: Best Tapestries xyxy=(318,587,368,597)
divider xyxy=(8,1586,152,1587)
branch-row xyxy=(160,671,310,681)
book-title: Tennyson's Gareth and Lynette. xyxy=(318,328,422,338)
branch-place: Winton xyxy=(160,751,184,761)
divider xyxy=(318,1335,468,1336)
masthead: THE EVENING STAR, AUGUST 16, 1873. xyxy=(384,10,730,26)
condiments-list xyxy=(318,699,468,869)
advert-title: THE NATIONAL BANK xyxy=(169,1102,301,1125)
branch-manager: T. T. Ritchie, Esq. xyxy=(233,671,292,681)
high-water-heading: HIGH WATER. xyxy=(47,59,113,69)
iron-sand-paragraph: Pursuant to announcement, Mr E. M. Smith, the travelling agent of the New Zealand Titanic Steel and Iron Company, delivered an address, explanatory of the position and prospects of the company and the proposed manufacture of steel and iron from the Taranaki sand, in the Friendly Societies' Hall yesterday evening. There was a large attendance, which included a number of mercantile men, iron-founders, and iron-workers. xyxy=(950,1357,1106,1458)
notice-text: This Bank will be OPENED for the conduct of General Banking Business in Dunedin on TUESDAY, the 1st JULY instant, under the Management of W. J. M. LARNACH, Esq. xyxy=(160,429,310,479)
court-paragraph: Clark v. Hobbswood.—Claim, L5 3s 6d, for money paid by plaintiff for defendant, etc. Mr Stout appeared for plaintiff, who stated that defendant wrote from Clyde asking him to get a pair of boots for him, which he did. The price was L3 5s. Defendant kept the boots for a long time, and then left them at witness's house. The remainder of the claim was for board and lodging, &c., and interest on the debt.—W. Clarke, bootmaker, said he made the boots in question.—Lydia Clark, wife of plaintiff, stated that defendant was at their house one day, and left the boots there without mentioning anything about them. Judgment was given for plaintiff for L3 5s, with costs. xyxy=(950,913,1106,1065)
branch-place: Palmerston xyxy=(160,731,196,741)
book-title: Arnold's Chaucer to Wordsworth. xyxy=(318,258,428,268)
resident-court-report xyxy=(950,914,1106,1065)
masthead-rule xyxy=(8,30,1106,31)
subheading: PROJECTED DEPARTURES. xyxy=(36,329,124,338)
advertiser-address: HIGH STREET. xyxy=(360,930,426,940)
condiment-item: Piccalilly xyxy=(332,708,363,718)
news-paragraph: The evening sermon in the First Church to-morrow will be specially addressed to young men. xyxy=(792,776,942,807)
